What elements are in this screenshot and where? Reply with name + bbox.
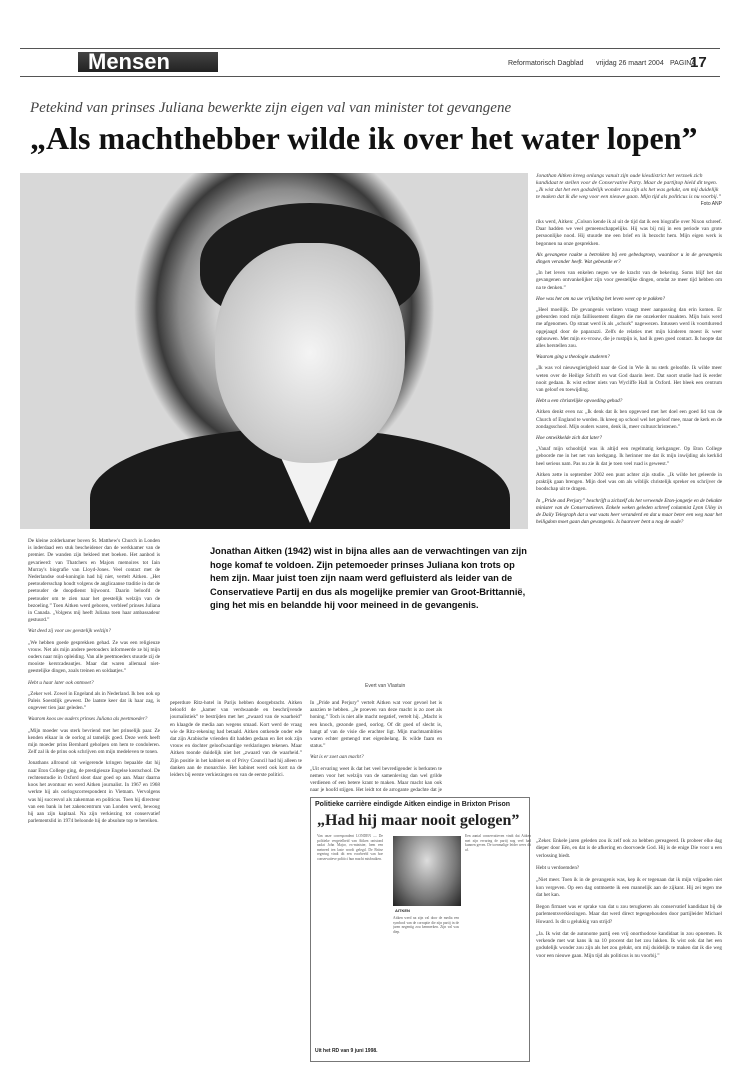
photo-caption: [536, 173, 722, 207]
paragraph: „Vanaf mijn schooltijd was ik altijd een regelmatig kerkganger. Op Eton College geboorde me in het net van kerkgang. Ik herinner me dat ik mijn inwijding als kerklid heel serieus nam. Pas nu zie ik dat je toen veel ruad is geweest.”: [536, 446, 722, 467]
question: Hebt u verdoemden?: [536, 864, 580, 871]
paper-name: Reformatorisch Dagblad: [508, 60, 584, 67]
paragraph: In „Pride and Perjury” vertelt Aitken wat voor gevoel het is aanzien te hebben. „Je proeven van deze macht is zo zoet als honing.” Toch is niet alle macht negatief, vertelt hij. „Macht is een knoch, gezonde goed, oorlog. Of dit goed of slecht is, hangt af van de visie die erachter ligt. Mijn machtsambities waren echter gemengd met eigenbelang. Ik wilde faam en status.”: [310, 700, 442, 750]
paragraph: Jonathans allround uit weigerende kringen bepaalde dat hij naar Eton College ging, de prestigieuze Engelse kostschool. De rechtenstudie in Oxford sloot daar goed op aan. Maar daarna koos het avontuur en werd Aitken journalist. In 1967 en 1968 werkte hij als oorlogscorrespondent in Vietnam. Vervolgens was hij succesvol als zakenman en politicus. Toen hij directeur van een bank in het zakencentrum van Londen werd, bewoog hij aan zijn kapitaal. Na zijn verkiezing tot conservatief parlementslid in 1974 beloonde hij de absolute top te bereiken.: [28, 760, 160, 825]
paragraph: De kleine zolderkamer boven St. Matthew's Church in Londen is inderdaad een stuk bescheidener dan de werkkamer van de premier. De wanden zijn bekleed met boeken. Het aanbod is gevarieerd: van Thatchers en Majors memoires tot Iain Murray's biografie van Lloyd-Jones. Veel contact met de Nederlandse oud-koningin had hij niet, vertelt Aitken. „Het peetoudersschap houdt volgens de anglicaanse traditie in dat de peetouder de doopdienst bijwoont. Daarin beloofd de peetouder om te zien naar het geestelijk welzijn van de bezoeling.” Toen Aitken werd geboren, verbleef prinses Juliana in Canada. „Volgens mij heeft Juliana toen haar ambassadeur gestuurd.”: [28, 538, 160, 624]
question: Hoe was het om na uw vrijlating het leven weer op te pakken?: [536, 295, 666, 302]
caption-text: Jonathan Aitken kreeg onlangs vanuit zijn oude kiesdistrict het verzoek zich kandidaat te stellen voor de Conservative Party. Maar de partijtop hield dit tegen. „Ik wist dat het een godsdelijk wonder zou zijn als het was gelukt, om mij duidelijk te maken dat ik die weg voor een nieuwe gaan. Mijn tijd als politicus is nu voorbij.”: [536, 173, 722, 200]
paragraph: „In het leven van enkelen negen we de kracht van de bekering. Soms blijf het dat gevangenen ontvankelijker zijn voor geestelijke dingen, omdat ze meer tijd hebben om na te denken.”: [536, 270, 722, 291]
box-column-3: Een aantal conservatieven vindt dat Aitken met zijn ervaring de partij nog veel had kunnen geven. De toenmalige leider wees dit af.: [465, 834, 531, 852]
question: Hebt u haar later ook ontmoet?: [28, 679, 94, 686]
question: Hebt u een christelijke opvoeding gehad?: [536, 398, 623, 405]
paragraph: Aitken zette in september 2002 een punt achter zijn studie. „Ik wilde het geleerde in praktijk gaan brengen. Mijn doel was om als wiblijk christelijk spreker en schrijver de boodschap uit te dragen.: [536, 471, 722, 493]
photo-credit: Foto ANP: [700, 201, 722, 207]
paragraph: „Ja. Ik wist dat de autonome partij een vrij onorthodoxe kandidaat in zou opnemen. Ik verkende met wat kans ik na 10 procent dat het zou lukken. Ik wist ook dat het een godsdelijk wonder zou zijn als het zou gelukt, om mij duidelijk te maken dat ik die weg voor een nieuwe gaan. Mijn tijd als politicus is nu voorbij.”: [536, 930, 722, 959]
headline: „Als machthebber wilde ik over het water lopen”: [30, 120, 698, 156]
box-photo: [393, 836, 461, 906]
column-2: [170, 700, 302, 1045]
column-3: [310, 700, 442, 792]
kicker: Petekind van prinses Juliana bewerkte zijn eigen val van minister tot gevangene: [30, 100, 512, 116]
right-column: [536, 219, 722, 839]
box-photo-label: AITKEN: [395, 908, 410, 913]
question: Waarom ging u theologie studeren?: [536, 354, 610, 361]
byline: Evert van Vlastuin: [365, 683, 406, 689]
right-column-lower: [536, 833, 722, 1048]
section-title: Mensen: [88, 49, 170, 74]
paragraph: „Zeker. Enkele jaren geleden zou ik zelf ook zo hebben gereageerd. Ik probeer elke dag dieper door Eén, en dat is de afkering en doorvoede God. Hij is de enige Die voor u een verlossing biedt.: [536, 838, 722, 859]
question: Begon firmaet was er sprake van dat u zou terugkeren als conservatief kandidaat bij de parlementsverkiezingen. Maar dat werd direct tegengehouden door partijleider Michael Howard. Is dit u gelukkig van strijd?: [536, 904, 722, 925]
question: Wat is er zoet aan macht?: [310, 754, 364, 761]
question: Hoe ontwikkelde zich dat later?: [536, 435, 602, 442]
box-column-1: Van onze correspondent LONDEN — De politieke vergetelheid van Aitken ontstond nadat John Major, ex-minister, hem een meineed ten laste wordt gelegd. De Britse regering vindt dit een voorbeeld van hoe conservatieve politici hun macht misbruiken.: [317, 834, 383, 861]
page-label: PAGINA: [670, 60, 696, 67]
question: Als gevangene raakte u betrokken bij een gebedsgroep, waardoor u in de gevangenis dingen verander heeft. Wat gebeurde er?: [536, 251, 722, 266]
box-footer: Uit het RD van 9 juni 1998.: [315, 1048, 378, 1054]
question: Waarom koos uw ouders prinses Juliana als peetmoeder?: [28, 716, 148, 723]
paragraph: peperdure Ritz-hotel in Parijs hebben doorgebracht. Aitken beloofd de „kamer van verdwaande en beschrijvende journalistiek” te bestrijden met het „zwaard van de waarheid” en klaagde de media aan wegens smaad. Kort werd de vraag wie de Ritz-rekening had betaald. Aitken ontkende onder ede dat zijn Arabische vrienden dit hadden gedaan en liet ook zijn vrouw en dochter geloofwaardige verklaringen tekenen. Maar Aitken toonde duidelijk niet het „zwaard van de waarheid.” Zijn positie in het kabinet en of Privy Council had hij alleen te danken aan de monarchie. Het kabinet werd ook kort na de leiders bij eerste verkiezingen en van de eerste politici.: [170, 700, 302, 779]
portrait-photo: [20, 173, 528, 529]
page-number: 17: [690, 54, 707, 71]
paragraph: „Heel moeilijk. De gevangenis verlaten vraagt meer aanpassing dan erin komen. Er gebeurden rond mijn faillissement dingen die me onzekerder maakten. Mijn huis werd me afgenomen. Op straat werd ik als „schurk” nagewezen. Intussen werd ik voortdurend opgejaagd door de paparazzi. Zelfs de relaties met mijn kinderen moest ik weer opbouwen. Met mijn ex-vrouw, die je rustpijn is, had ik geen goed contact. Ik hoopte dat alles herstellen zou.: [536, 307, 722, 350]
photo-face: [215, 243, 405, 463]
question: Wat deed zij voor uw geestelijk welzijn?: [28, 628, 111, 635]
paragraph: „Ik was vol nieuwsgierigheid naar de God in Wie ik nu sterk geloofde. Ik wilde meer weten over de Heilige Schrift en wat God daarin leert. Dat soort studie had ik eerder nooit gedaan. Ik wist echter niets van Wycliffe Hall in Oxford. Het bleek een centrum van geloof en toewijding.: [536, 365, 722, 394]
paragraph: „Zeker wel. Zowel in Engeland als in Nederland. Ik ben ook op Paleis Soestdijk geweest. De laatste keer dat ik haar zag, is ongeveer tien jaar geleden.”: [28, 690, 160, 712]
box-title: „Had hij maar nooit gelogen”: [317, 812, 520, 829]
box-header: Politieke carrière eindigde Aitken eindige in Brixton Prison: [315, 801, 511, 808]
question: In „Pride and Perjury” beschrijft u zichzelf als het verwende Eton-jongetje en de bekakte minister van de Conservatieven. Enkele weken geleden schreef columnist Lynn Uiley in de Daily Telegraph dat u wat vaats heer veranderd en dat u maar beter een weg naar het heiligdom moet gaan dan gevangenis. Is haarover bent u nog de oude?: [536, 497, 722, 526]
sidebar-box: [310, 797, 530, 1062]
paragraph: „Uit ervaring weet ik dat het veel bevredigender is berkuten te nemen voor het welzijn van de samenleving dan wel grilde verdienen of een betere krant te maken. Maar macht kan ook naar je hoofd stijgen. Het leidt tot de arrogante gedachte dat je: [310, 765, 442, 792]
box-column-2: Aitken werd na zijn val door de media een symbool van de corruptie die zijn partij in de jaren negentig zou kenmerken. Zijn val was diep.: [393, 916, 459, 934]
column-1: [28, 538, 160, 1043]
section-banner: [78, 49, 218, 74]
paragraph: „We hebben goede gesprekken gehad. Ze was een religieuze vrouw. Net als mijn andere peetouders informeerde ze bij mijn ouders naar mijn opleiding. Van alle peetmoeders stuurde zij de mooiste kerstcadeautjes. Maar dat waren allemaal niet-geestelijke dingen, zoals treinen en soldaatjes.”: [28, 639, 160, 675]
paragraph: riks werd, Aitken: „Colson kende ik al uit de tijd dat ik een biografie over Nixon schreef. Daar hadden we veel gemeenschappelijks. Hij was bij mij in een periode van grote persoonlijke nood. Hij stuurde me een brief en ik bezocht hem. Mijn eigen werk is begonnen na onze gesprekken.: [536, 219, 722, 247]
issue-date: vrijdag 26 maart 2004: [596, 60, 664, 67]
paragraph: „Mijn moeder was sterk bevriend met het prinselijk paar. Ze kenden elkaar in de oorlog al tamelijk goed. Deze werk heeft mijn moeder prins Bernhard geholpen om hem te condoleren. Zelf zal ik de prins ook schrijven om mijn medeleven te tonen.: [28, 727, 160, 756]
intro-lead: Jonathan Aitken (1942) wist in bijna alles aan de verwachtingen van zijn hoge komaf te voldoen. Zijn petemoeder prinses Juliana kon trots op hem zijn. Maar juist toen zijn naam werd gefluisterd als leider van de Conservatieve Partij en dus als mogelijke premier van Groot-Brittannië, ging het mis en belandde hij voor meineed in de gevangenis.: [210, 546, 527, 610]
paragraph: „Niet meer. Toen ik in de gevangenis was, kep ik er tegenaan dat ik mijn vrijpaden niet kon vergeven. Op een dag ontmoette ik een mannelijk aan de zijkant. Hij zei tegen me dat het kan.: [536, 877, 722, 898]
header-rule: [20, 76, 720, 77]
paragraph: Aitken denkt even na: „Ik denk dat ik ben opgevoed met het doel een goed lid van de Church of England te worden. Ik kreeg op school wel het geloof mee, maar de kerk en de zondagsschool. Mijn ouders waren, denk ik, meer cultuurchristenen.”: [536, 409, 722, 430]
